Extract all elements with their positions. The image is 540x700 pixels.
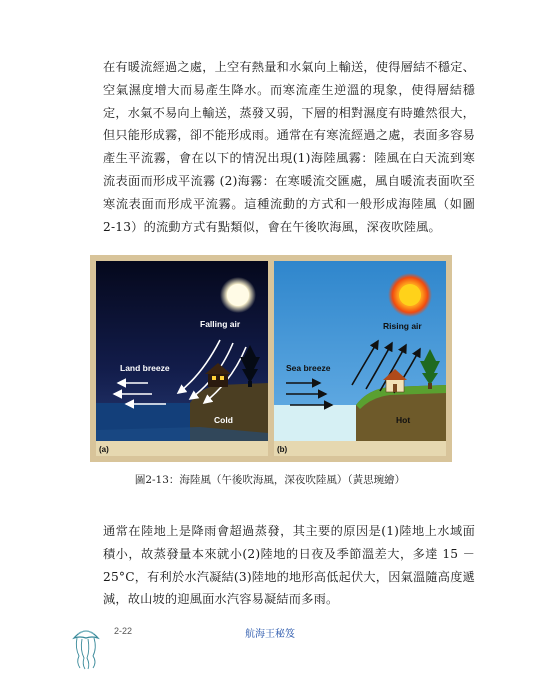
rising-air-label: Rising air: [383, 321, 422, 331]
panel-b-day: [274, 261, 446, 456]
sea-breeze-label: Sea breeze: [286, 363, 331, 373]
falling-air-label: Falling air: [200, 319, 241, 329]
cold-label: Cold: [214, 415, 233, 425]
panel-a-tag: (a): [99, 445, 109, 454]
panel-a-night: [96, 261, 268, 456]
body-paragraph-2: 通常在陸地上是降雨會超過蒸發，其主要的原因是(1)陸地上水域面積小，故蒸發量本來就小(2)陸地的日夜及季節溫差大，多達 15 － 25°C，有利於水汽凝結(3)陸地的地形高低起伏大，因氣溫隨高度遞減，故山坡的迎風面水汽容易凝結而多雨。: [103, 524, 475, 607]
land-breeze-label: Land breeze: [120, 363, 170, 373]
hot-label: Hot: [396, 415, 411, 425]
book-title: 航海王秘笈: [245, 629, 295, 640]
land-sea-breeze-figure: [90, 255, 452, 462]
panel-b-tag: (b): [277, 445, 288, 454]
figure-caption: 圖2-13：海陸風（午後吹海風，深夜吹陸風）（黃思琬繪）: [134, 474, 406, 486]
page-number: 2-22: [114, 626, 133, 636]
body-paragraph-1: 在有暖流經過之處，上空有熱量和水氣向上輸送，使得層結不穩定、空氣濕度增大而易產生降水。而寒流產生逆溫的現象，使得層結穩定，水氣不易向上輸送，蒸發又弱，下層的相對濕度有時雖然很大，但只能形成霧，卻不能形成雨。通常在有寒流經過之處，表面多容易產生平流霧，會在以下的情況出現(1)海陸風霧：陸風在白天流到寒流表面而形成平流霧 (2)海霧：在寒暖流交匯處，風自暖流表面吹至寒流表面而形成平流霧。這種流動的方式和一般形成海陸風（如圖 2-13）的流動方式有點類似，會在午後吹海風，深夜吹陸風。: [103, 60, 475, 234]
